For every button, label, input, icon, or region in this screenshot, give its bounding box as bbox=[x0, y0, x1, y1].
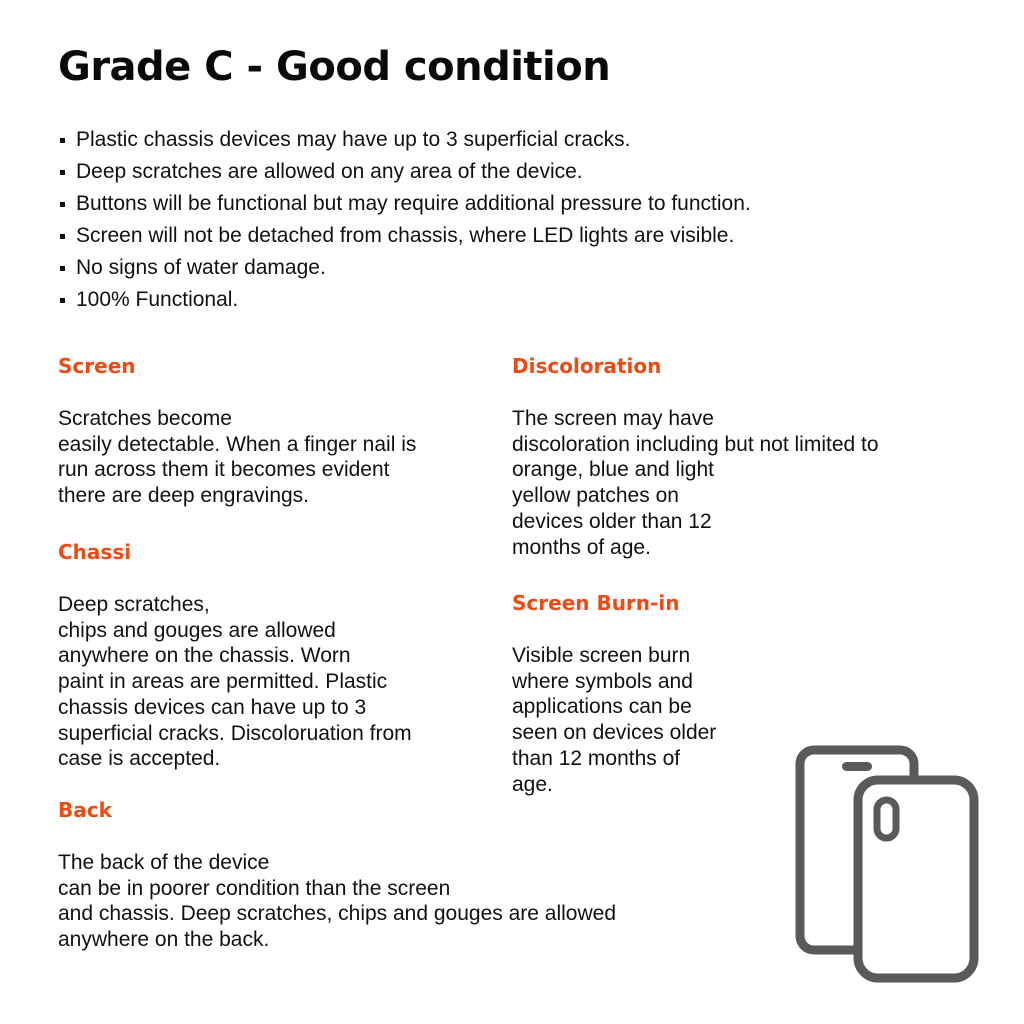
bullet-item bbox=[58, 156, 751, 188]
bullet-marker bbox=[60, 266, 65, 271]
section-body-discoloration: The screen may have discoloration including but not limited to orange, blue and light yellow patches on devices older than 12 months of age. bbox=[512, 407, 879, 559]
bullet-text: Deep scratches are allowed on any area of the device. bbox=[76, 160, 583, 183]
section-screen bbox=[58, 354, 416, 509]
section-chassi bbox=[58, 540, 412, 772]
phone-speaker-notch bbox=[842, 762, 872, 771]
section-body-screen-burn-in: Visible screen burn where symbols and applications can be seen on devices older than 12 months of age. bbox=[512, 644, 717, 796]
condition-bullet-list bbox=[58, 124, 751, 316]
bullet-marker bbox=[60, 202, 65, 207]
section-back bbox=[58, 798, 616, 953]
phone-back-icon bbox=[858, 780, 974, 978]
section-heading-screen: Screen bbox=[58, 354, 136, 378]
bullet-marker bbox=[60, 234, 65, 239]
section-body-screen: Scratches become easily detectable. When a finger nail is run across them it becomes evident there are deep engravings. bbox=[58, 407, 417, 508]
section-heading-back: Back bbox=[58, 798, 112, 822]
bullet-item bbox=[58, 124, 751, 156]
bullet-item bbox=[58, 284, 751, 316]
bullet-text: No signs of water damage. bbox=[76, 256, 326, 279]
bullet-marker bbox=[60, 170, 65, 175]
bullet-item bbox=[58, 188, 751, 220]
bullet-text: 100% Functional. bbox=[76, 288, 239, 311]
section-heading-discoloration: Discoloration bbox=[512, 354, 662, 378]
bullet-marker bbox=[60, 138, 65, 143]
bullet-text: Buttons will be functional but may require additional pressure to function. bbox=[76, 192, 751, 215]
bullet-text: Screen will not be detached from chassis, where LED lights are visible. bbox=[76, 224, 735, 247]
section-body-chassi: Deep scratches, chips and gouges are allowed anywhere on the chassis. Worn paint in areas are permitted. Plastic chassis devices can have up to 3 superficial cracks. Discoloruation from case is accepted. bbox=[58, 593, 412, 771]
bullet-item bbox=[58, 252, 751, 284]
bullet-text: Plastic chassis devices may have up to 3 superficial cracks. bbox=[76, 128, 631, 151]
section-screen-burn-in bbox=[512, 591, 716, 797]
page-title: Grade C - Good condition bbox=[58, 44, 611, 90]
section-body-back: The back of the device can be in poorer condition than the screen and chassis. Deep scratches, chips and gouges are allowed anywhere on the back. bbox=[58, 851, 616, 952]
bullet-item bbox=[58, 220, 751, 252]
section-heading-screen-burn-in: Screen Burn-in bbox=[512, 591, 680, 615]
phone-front-back-icon bbox=[790, 740, 990, 990]
section-heading-chassi: Chassi bbox=[58, 540, 132, 564]
section-discoloration bbox=[512, 354, 879, 560]
bullet-marker bbox=[60, 298, 65, 303]
